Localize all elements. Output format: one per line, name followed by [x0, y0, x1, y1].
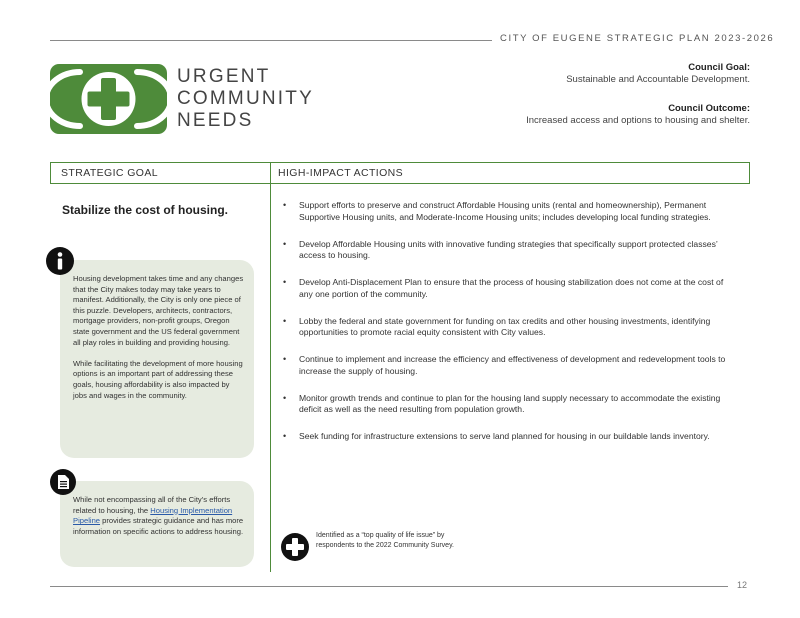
document-box [60, 481, 254, 567]
urgent-needs-logo [50, 64, 167, 134]
info-icon [46, 247, 74, 275]
plus-circle-icon [281, 533, 309, 561]
footnote-text: Identified as a “top quality of life issue” by respondents to the 2022 Community Survey. [316, 532, 455, 549]
header-rule [50, 40, 492, 41]
logo-title [177, 66, 314, 132]
logo-title-line1: URGENT [177, 66, 271, 87]
logo-title-line2: COMMUNITY [177, 88, 314, 109]
doc-text-after: provides strategic guidance and has more information on specific actions to address housing. [73, 516, 244, 536]
action-item: • Develop Anti-Displacement Plan to ensure that the process of housing stabilization does not come at the cost of any one portion of the community. [283, 277, 738, 300]
info-paragraph-1: Housing development takes time and any changes that the City makes today may take years to manifest. Additionally, the City is only one piece of this puzzle. Developers, architects, contractors, mortgage providers, non-profit groups, Oregon state government and the US federal government all play roles in building and providing housing. [73, 274, 244, 347]
council-goal-label: Council Goal: [688, 62, 750, 73]
info-box [60, 260, 254, 458]
logo-title-line3: NEEDS [177, 110, 254, 131]
actions-list [283, 200, 738, 458]
document-box-text [73, 495, 245, 537]
action-item: • Seek funding for infrastructure extensions to serve land planned for housing in our buildable lands inventory. [283, 431, 738, 443]
council-goal-text: Sustainable and Accountable Development. [566, 74, 750, 85]
plan-title: CITY OF EUGENE STRATEGIC PLAN 2023-2026 [500, 33, 775, 44]
housing-pipeline-link[interactable]: Housing Implementation Pipeline [73, 505, 233, 526]
header-divider [270, 163, 271, 183]
page-number: 12 [737, 580, 748, 590]
council-outcome-label: Council Outcome: [668, 103, 750, 114]
action-item: • Support efforts to preserve and construct Affordable Housing units (rental and homeownership), Permanent Supportive Housing units, and Moderate-Income Housing units; includes developing local funding strategies. [283, 200, 738, 223]
action-item: • Lobby the federal and state government for funding on tax credits and other housing investments, identifying opportunities to promote racial equity consistent with City values. [283, 316, 738, 339]
action-item: • Continue to implement and increase the efficiency and effectiveness of development and redevelopment tools to increase the supply of housing. [283, 354, 738, 377]
doc-text-before: While not encompassing all of the City’s efforts related to housing, the [73, 495, 231, 515]
action-item: • Monitor growth trends and continue to plan for the housing land supply necessary to accommodate the existing deficit as well as the need resulting from population growth. [283, 393, 738, 416]
action-item: • Develop Affordable Housing units with innovative funding strategies that specifically support protected classes’ access to housing. [283, 239, 738, 262]
footer-rule [50, 586, 728, 587]
council-outcome-text: Increased access and options to housing and shelter. [526, 115, 750, 126]
table-header [50, 162, 750, 184]
plus-circle-icon [50, 64, 167, 134]
info-paragraph-2: While facilitating the development of more housing options is an important part of addressing these goals, housing affordability is also impacted by jobs and wages in the community. [73, 358, 243, 400]
council-info [430, 62, 750, 127]
strategic-goal: Stabilize the cost of housing. [62, 203, 229, 217]
strategic-goal-header: STRATEGIC GOAL [61, 167, 159, 179]
column-divider [270, 184, 271, 572]
high-impact-actions-header: HIGH-IMPACT ACTIONS [278, 167, 404, 179]
document-icon [50, 469, 76, 495]
